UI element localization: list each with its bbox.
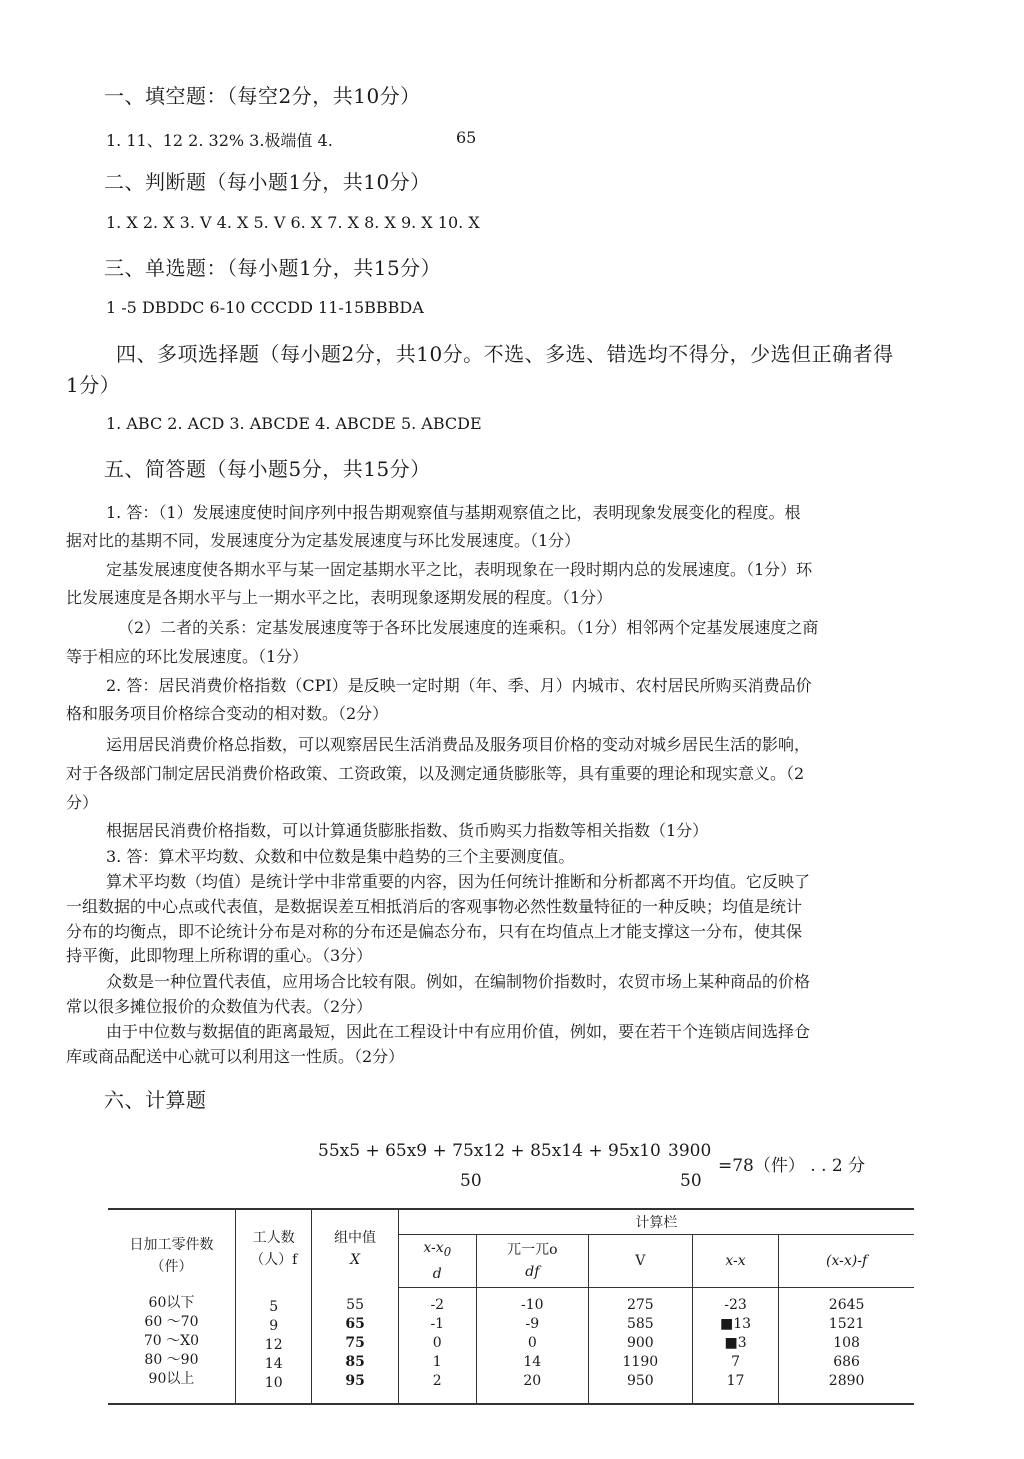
col-header-calc: 计算栏 (398, 1209, 914, 1235)
answer-1-line-6: 等于相应的环比发展速度。（1分） (66, 647, 309, 666)
answer-3-line-6: 众数是一种位置代表值，应用场合比较有限。例如，在编制物价指数时，农贸市场上某种商品的价格 (106, 972, 811, 991)
df-column: -10 -9 0 14 20 (476, 1288, 588, 1404)
section-4-heading: 四、多项选择题（每小题2分，共10分。不选、多选、错选均不得分，少选但正确者得 (116, 342, 894, 366)
col-header-v: V (588, 1235, 692, 1288)
answer-2-line-2: 格和服务项目价格综合变动的相对数。（2分） (66, 704, 389, 723)
result-numerator: 3900 (668, 1141, 712, 1161)
v-column: 275 585 900 1190 950 (588, 1288, 692, 1404)
formula-denominator: 50 (460, 1171, 482, 1191)
range-column: 60以下 60 ～70 70 ～X0 80 ～90 90以上 (108, 1288, 235, 1404)
answer-3-line-9: 库或商品配送中心就可以利用这一性质。（2分） (66, 1047, 405, 1066)
answer-3-line-4: 分布的均衡点，即不论统计分布是对称的分布还是偏态分布，只有在均值点上才能支撑这一分布，使其保 (66, 922, 803, 941)
calculation-table (108, 1208, 914, 1405)
answer-1-line-4: 比发展速度是各期水平与上一期水平之比，表明现象逐期发展的程度。（1分） (66, 588, 613, 607)
answer-2-line-1: 2. 答：居民消费价格指数（CPI）是反映一定时期（年、季、月）内城市、农村居民所购买消费品价 (106, 676, 812, 695)
formula-numerator: 55x5 + 65x9 + 75x12 + 85x14 + 95x10 (318, 1141, 661, 1161)
answer-1-line-1: 1. 答：（1）发展速度使时间序列中报告期观察值与基期观察值之比，表明现象发展变化的程度。根 (106, 503, 801, 522)
workers-column: 5 9 12 14 10 (235, 1288, 312, 1404)
answer-3-line-2: 算术平均数（均值）是统计学中非常重要的内容，因为任何统计推断和分析都离不开均值。它反映了 (106, 872, 811, 891)
section-3-answers: 1 -5 DBDDC 6-10 CCCDD 11-15BBBDA (106, 298, 424, 317)
answer-3-line-5: 持平衡，此即物理上所称谓的重心。（3分） (66, 946, 373, 965)
answer-3-line-3: 一组数据的中心点或代表值，是数据误差互相抵消后的客观事物必然性数量特征的一种反映；均值是统计 (66, 897, 803, 916)
formula-result: =78（件） . . 2 分 (718, 1156, 866, 1176)
answer-2-line-6: 根据居民消费价格指数，可以计算通货膨胀指数、货币购买力指数等相关指数（1分） (106, 821, 709, 840)
weighted-column: 2645 1521 108 686 2890 (779, 1288, 914, 1404)
col-header-d: $x-x_0$ d (398, 1235, 476, 1288)
col-header-deviation: x-x (692, 1235, 778, 1288)
section-1-answer-4: 65 (456, 128, 477, 147)
section-1-heading: 一、填空题：（每空2分，共10分） (104, 84, 421, 108)
answer-1-line-5: （2）二者的关系：定基发展速度等于各环比发展速度的连乘积。（1分）相邻两个定基发展速度之商 (118, 618, 819, 637)
result-denominator: 50 (680, 1171, 702, 1191)
section-4-heading-cont: 1分） (66, 373, 121, 397)
col-header-workers: 工人数 （人）f (235, 1209, 312, 1288)
section-6-heading: 六、计算题 (104, 1088, 207, 1112)
section-3-heading: 三、单选题：（每小题1分，共15分） (104, 256, 442, 280)
col-header-weighted: (x-x)-f (779, 1235, 914, 1288)
answer-2-line-3: 运用居民消费价格总指数，可以观察居民生活消费品及服务项目价格的变动对城乡居民生活的影响， (106, 735, 811, 754)
section-2-answers: 1. X 2. X 3. V 4. X 5. V 6. X 7. X 8. X 9. X 10. X (106, 213, 480, 232)
answer-3-line-1: 3. 答：算术平均数、众数和中位数是集中趋势的三个主要测度值。 (106, 847, 575, 866)
answer-3-line-8: 由于中位数与数据值的距离最短，因此在工程设计中有应用价值，例如，要在若干个连锁店间选择仓 (106, 1022, 811, 1041)
section-5-heading: 五、简答题（每小题5分，共15分） (104, 457, 431, 481)
section-4-answers: 1. ABC 2. ACD 3. ABCDE 4. ABCDE 5. ABCDE (106, 414, 482, 433)
midpoint-column: 55 65 75 85 95 (312, 1288, 398, 1404)
section-1-answers: 1. 11、12 2. 32% 3.极端值 4. (106, 131, 333, 150)
answer-1-line-2: 据对比的基期不同，发展速度分为定基发展速度与环比发展速度。（1分） (66, 531, 581, 550)
deviation-column: -23 ■13 ■3 7 17 (692, 1288, 778, 1404)
d-column: -2 -1 0 1 2 (398, 1288, 476, 1404)
answer-2-line-5: 分） (66, 793, 99, 812)
section-2-heading: 二、判断题（每小题1分，共10分） (104, 170, 431, 194)
col-header-range: 日加工零件数 （件） (108, 1209, 235, 1288)
answer-3-line-7: 常以很多摊位报价的众数值为代表。（2分） (66, 997, 373, 1016)
answer-1-line-3: 定基发展速度使各期水平与某一固定基期水平之比，表明现象在一段时期内总的发展速度。（1分）环 (106, 560, 813, 579)
col-header-midpoint: 组中值 X (312, 1209, 398, 1288)
col-header-df: 兀一兀o df (476, 1235, 588, 1288)
answer-2-line-4: 对于各级部门制定居民消费价格政策、工资政策，以及测定通货膨胀等，具有重要的理论和现实意义。（2 (66, 764, 805, 783)
